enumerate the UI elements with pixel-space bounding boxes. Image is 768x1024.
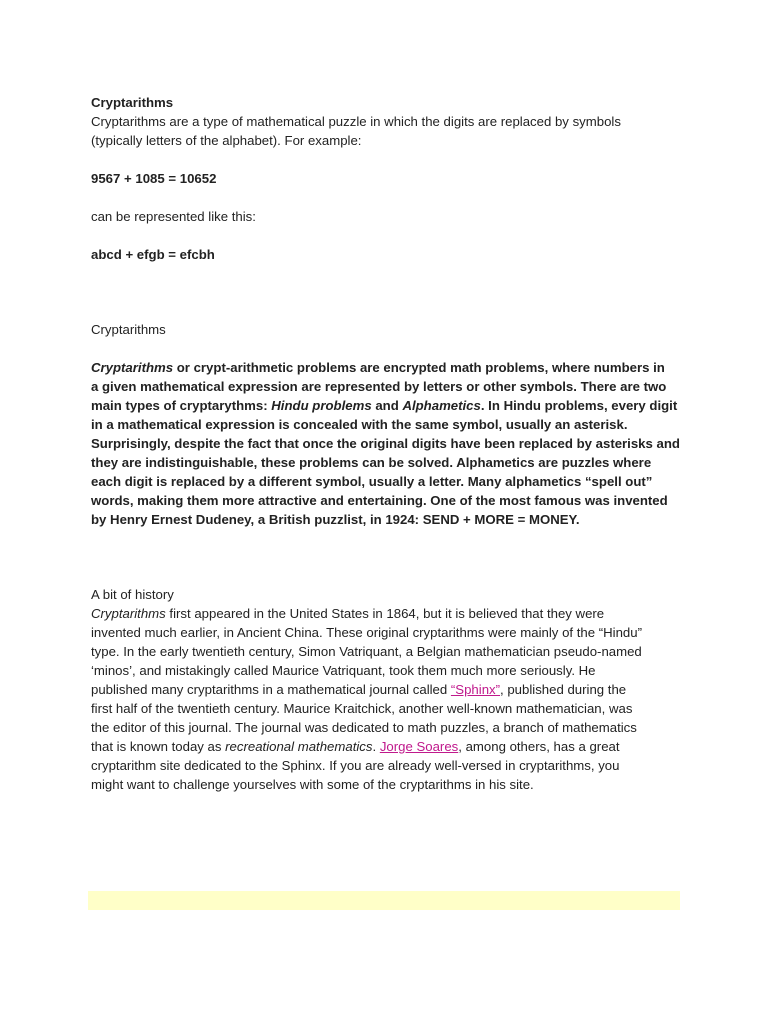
italic-term: Alphametics [402, 398, 481, 413]
paragraph-line: the editor of this journal. The journal was dedicated to math puzzles, a branch of mathematics [91, 720, 637, 735]
paragraph-line: they are indistinguishable, these problems can be solved. Alphametics are puzzles where [91, 455, 652, 470]
italic-term: Cryptarithms [91, 360, 174, 375]
text-span: that is known today as [91, 739, 226, 754]
text-span: main types of cryptarythms: [91, 398, 272, 413]
text-span: and [371, 398, 403, 413]
text-span: , among others, has a great [458, 739, 620, 754]
text-span: first appeared in the United States in 1864, but it is believed that they were [165, 606, 605, 621]
paragraph-line: a given mathematical expression are represented by letters or other symbols. There are two [91, 379, 667, 394]
paragraph-line: words, making them more attractive and entertaining. One of the most famous was invented [91, 493, 668, 508]
document-body [91, 93, 681, 794]
paragraph-line: type. In the early twentieth century, Simon Vatriquant, a Belgian mathematician pseudo-named [91, 644, 642, 659]
paragraph-line: first half of the twentieth century. Maurice Kraitchick, another well-known mathematician, was [91, 701, 633, 716]
jorge-soares-link[interactable]: Jorge Soares [379, 739, 459, 754]
example-letters: abcd + efgb = efcbh [91, 247, 215, 262]
paragraph-line: invented much earlier, in Ancient China. These original cryptarithms were mainly of the “Hindu” [91, 625, 642, 640]
paragraph-line: can be represented like this: [91, 209, 256, 224]
text-span: , published during the [500, 682, 627, 697]
paragraph-line: ‘minos’, and mistakingly called Maurice Vatriquant, took them much more seriously. He [91, 663, 596, 678]
paragraph-line: by Henry Ernest Dudeney, a British puzzlist, in 1924: SEND + MORE = MONEY. [91, 512, 580, 527]
paragraph-line: (typically letters of the alphabet). For example: [91, 133, 362, 148]
example-numeric: 9567 + 1085 = 10652 [91, 171, 217, 186]
highlight-bar [88, 891, 680, 910]
section-title: Cryptarithms [91, 95, 174, 110]
text-span: . In Hindu problems, every digit [480, 398, 678, 413]
section-title: A bit of history [91, 587, 174, 602]
text-span: published many cryptarithms in a mathematical journal called [91, 682, 451, 697]
section2-paragraph [91, 358, 681, 529]
paragraph-line: each digit is replaced by a different symbol, usually a letter. Many alphametics “spell out” [91, 474, 653, 489]
italic-term: recreational mathematics [225, 739, 373, 754]
italic-term: Cryptarithms [91, 606, 166, 621]
section3-paragraph [91, 604, 681, 794]
paragraph-line: Cryptarithms are a type of mathematical puzzle in which the digits are replaced by symbols [91, 114, 621, 129]
text-span: or crypt-arithmetic problems are encrypted math problems, where numbers in [173, 360, 665, 375]
section-title: Cryptarithms [91, 322, 166, 337]
paragraph-line: Surprisingly, despite the fact that once the original digits have been replaced by asterisks and [91, 436, 680, 451]
italic-term: Hindu problems [271, 398, 372, 413]
sphinx-link[interactable]: “Sphinx” [450, 682, 501, 697]
paragraph-line: might want to challenge yourselves with some of the cryptarithms in his site. [91, 777, 534, 792]
text-span: . [372, 739, 380, 754]
paragraph-line: cryptarithm site dedicated to the Sphinx. If you are already well-versed in cryptarithms, you [91, 758, 620, 773]
paragraph-line: in a mathematical expression is concealed with the same symbol, usually an asterisk. [91, 417, 628, 432]
